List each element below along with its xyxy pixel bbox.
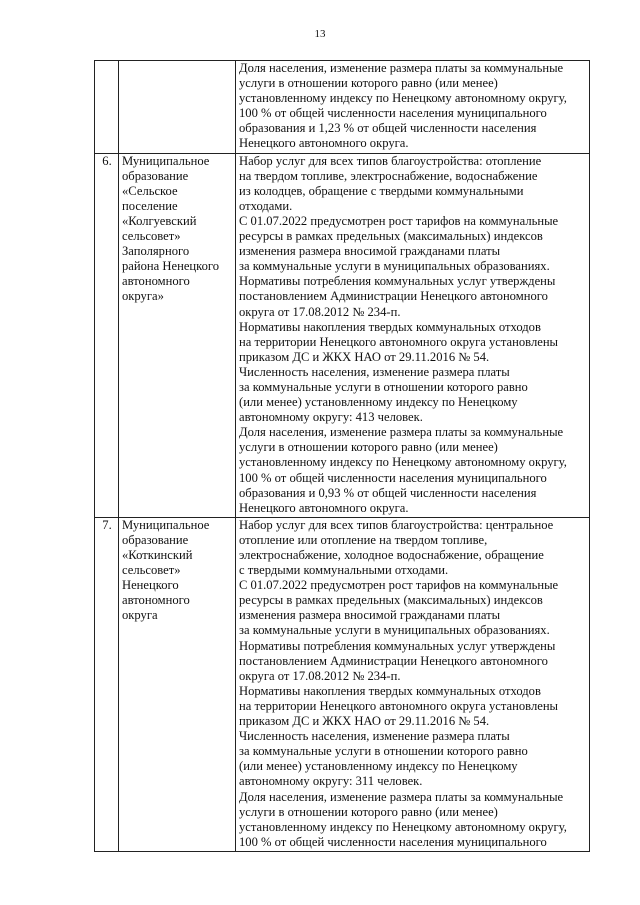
municipality-line: «Колгуевский [122,213,197,228]
row-number [95,61,119,154]
description-paragraph [239,684,587,729]
description-cell [236,153,590,517]
table-row [95,517,590,851]
description-line: образования и 1,23 % от общей численности населения [239,121,537,136]
municipality-line: Муниципальное [122,517,210,532]
description-paragraph [239,274,587,319]
description-line: автономному округу: 413 человек. [239,410,423,425]
description-line: из колодцев, обращение с твердыми коммунальными [239,183,524,198]
municipality-name [119,517,236,851]
description-line: Доля населения, изменение размера платы за коммунальные [239,425,564,440]
description-paragraph [239,320,587,365]
description-line: Нормативы накопления твердых коммунальных отходов [239,319,541,334]
description-line: услуги в отношении которого равно (или менее) [239,804,498,819]
row-number: 6. [95,153,119,517]
description-line: Доля населения, изменение размера платы за коммунальные [239,789,564,804]
municipality-line: образование [122,168,189,183]
municipality-line: образование [122,532,189,547]
description-line: на территории Ненецкого автономного округа установлены [239,698,559,713]
description-paragraph [239,61,587,152]
municipality-line: Муниципальное [122,153,210,168]
description-line: электроснабжение, холодное водоснабжение, обращение [239,548,544,562]
description-cell [236,517,590,851]
description-line: ресурсы в рамках предельных (максимальных) индексов [239,229,543,244]
description-line: услуги в отношении которого равно (или менее) [239,76,498,91]
table-row [95,61,590,154]
municipalities-table [94,60,590,852]
municipality-line: «Сельское [122,183,178,198]
description-line: с твердыми коммунальными отходами. [239,563,449,578]
description-paragraph [239,639,587,684]
municipality-line: Ненецкого [122,578,179,593]
description-paragraph [239,154,587,214]
description-line: 100 % от общей численности населения муниципального [239,106,547,121]
description-line: (или менее) установленному индексу по Ненецкому [239,395,518,410]
description-line: установленному индексу по Ненецкому автономному округу, [239,91,567,106]
municipality-line: округа» [122,289,164,304]
municipality-name [119,61,236,154]
description-line: приказом ДС и ЖКХ НАО от 29.11.2016 № 54. [239,349,490,364]
description-line: С 01.07.2022 предусмотрен рост тарифов на коммунальные [239,213,559,228]
description-paragraph [239,425,587,516]
description-line: изменения размера вносимой гражданами платы [239,244,501,259]
municipality-line: округа [122,608,158,623]
description-line: Численность населения, изменение размера платы [239,729,510,744]
description-line: Набор услуг для всех типов благоустройства: центральное [239,517,554,532]
description-line: Нормативы потребления коммунальных услуг утверждены [239,638,556,653]
description-line: Набор услуг для всех типов благоустройства: отопление [239,153,542,168]
page-number: 13 [314,28,326,40]
description-line: за коммунальные услуги в муниципальных образованиях. [239,623,550,638]
row-number: 7. [95,517,119,851]
description-line: установленному индексу по Ненецкому автономному округу, [239,455,567,470]
description-paragraph [239,729,587,789]
description-line: за коммунальные услуги в отношении которого равно [239,744,528,759]
description-line: округа от 17.08.2012 № 234-п. [239,668,401,683]
description-line: 100 % от общей численности населения муниципального [239,470,547,485]
description-line: ресурсы в рамках предельных (максимальных) индексов [239,593,543,608]
municipality-line: района Ненецкого [122,259,220,274]
description-paragraph [239,518,587,578]
description-line: услуги в отношении которого равно (или менее) [239,440,498,455]
description-line: образования и 0,93 % от общей численности населения [239,485,537,500]
table-row [95,153,590,517]
description-line: на твердом топливе, электроснабжение, водоснабжение [239,168,538,183]
description-line: за коммунальные услуги в муниципальных образованиях. [239,259,550,274]
description-line: постановлением Администрации Ненецкого автономного [239,653,548,668]
description-paragraph [239,365,587,425]
description-line: Ненецкого автономного округа. [239,136,409,151]
description-line: отопление или отопление на твердом топливе, [239,532,488,547]
description-line: округа от 17.08.2012 № 234-п. [239,304,401,319]
description-paragraph [239,578,587,638]
description-line: 100 % от общей численности населения муниципального [239,834,547,849]
description-line: за коммунальные услуги в отношении которого равно [239,379,528,394]
description-cell [236,61,590,154]
description-line: автономному округу: 311 человек. [239,774,423,789]
description-line: Численность населения, изменение размера платы [239,364,510,379]
description-line: С 01.07.2022 предусмотрен рост тарифов на коммунальные [239,578,559,593]
municipality-name [119,153,236,517]
description-line: на территории Ненецкого автономного округа установлены [239,334,559,349]
description-line: Доля населения, изменение размера платы за коммунальные [239,61,564,75]
municipality-line: автономного [122,593,190,608]
description-line: приказом ДС и ЖКХ НАО от 29.11.2016 № 54. [239,714,490,729]
description-line: (или менее) установленному индексу по Ненецкому [239,759,518,774]
municipality-line: «Коткинский [122,548,193,562]
description-line: постановлением Администрации Ненецкого автономного [239,289,548,304]
description-line: изменения размера вносимой гражданами платы [239,608,501,623]
description-line: отходами. [239,198,293,213]
description-line: установленному индексу по Ненецкому автономному округу, [239,819,567,834]
municipality-line: сельсовет» [122,563,181,578]
municipality-line: автономного [122,274,190,289]
description-line: Ненецкого автономного округа. [239,500,409,515]
description-line: Нормативы потребления коммунальных услуг утверждены [239,274,556,289]
description-paragraph [239,790,587,850]
municipality-line: сельсовет» [122,229,181,244]
description-line: Нормативы накопления твердых коммунальных отходов [239,683,541,698]
description-paragraph [239,214,587,274]
table-body [95,61,590,852]
municipality-line: поселение [122,198,178,213]
municipality-line: Заполярного [122,244,190,259]
